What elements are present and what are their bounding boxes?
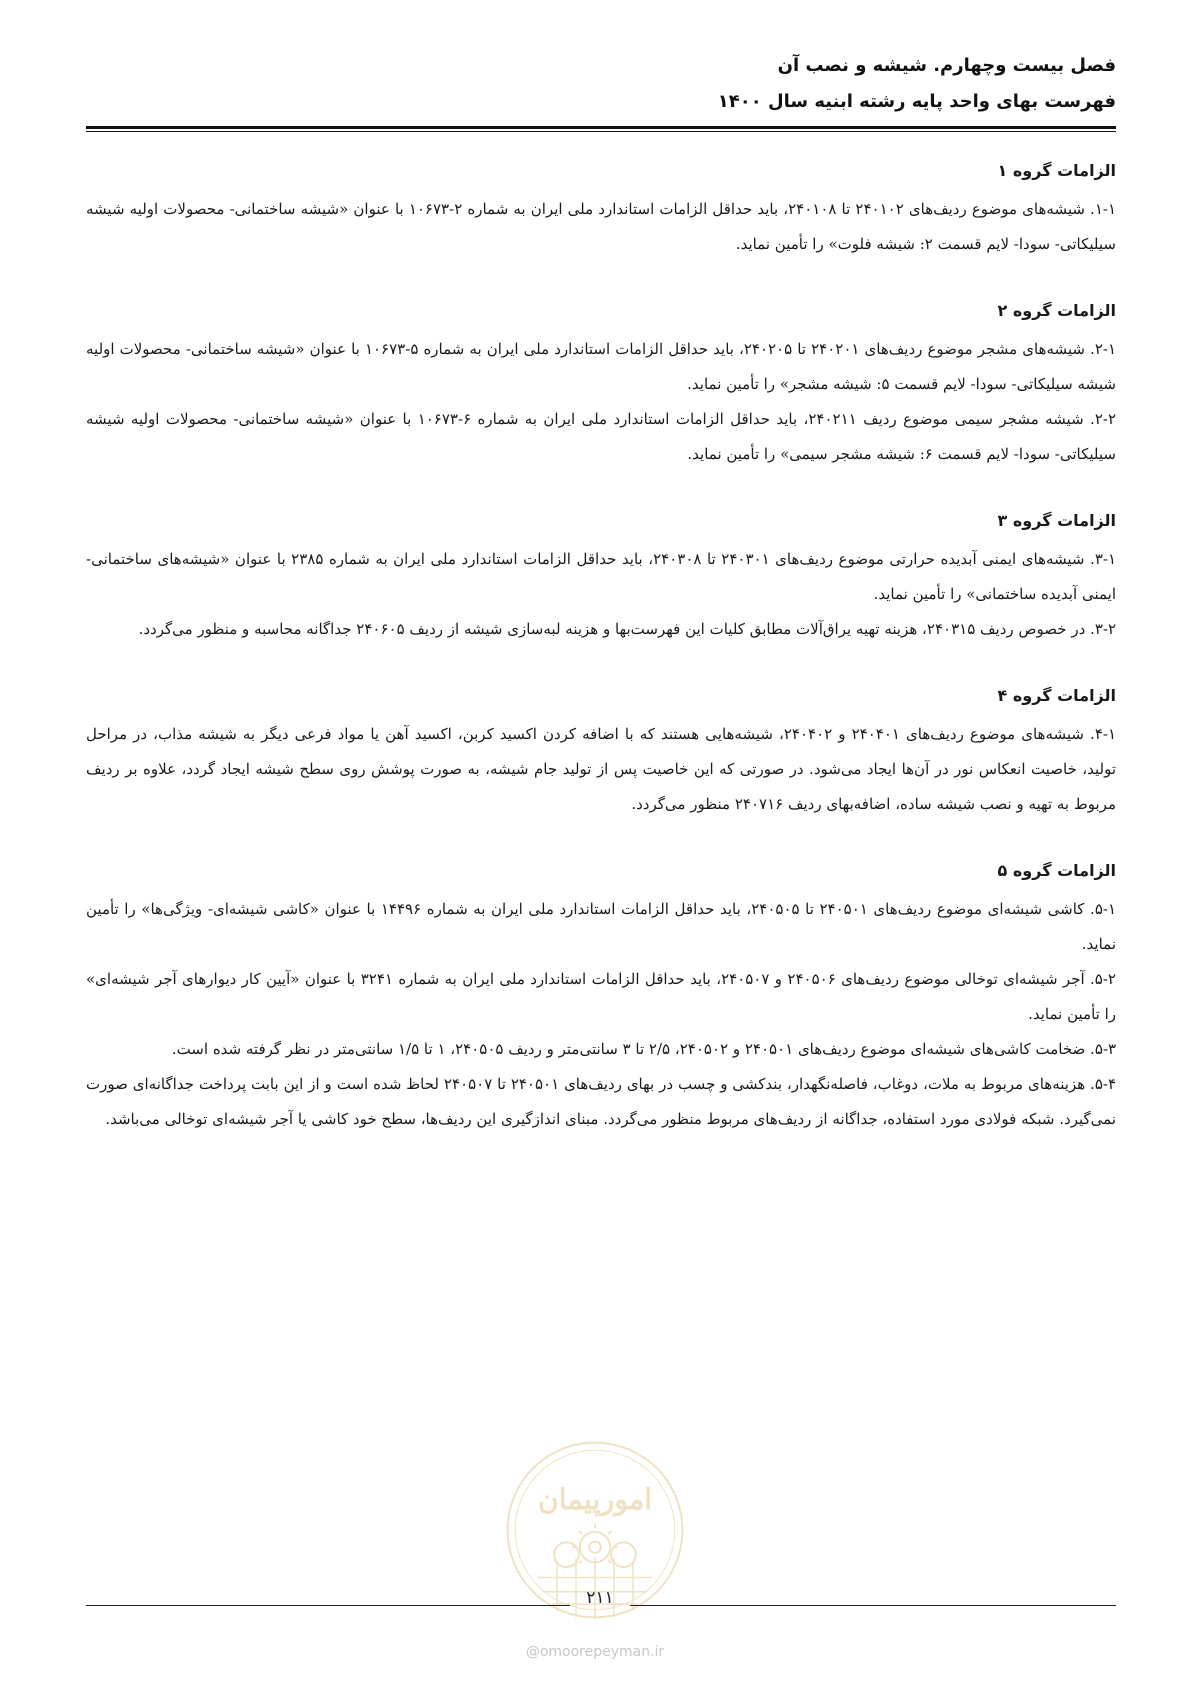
page-number: ۲۱۱	[586, 1588, 614, 1608]
group-title: الزامات گروه ۵	[997, 861, 1116, 880]
page-header	[86, 48, 1116, 120]
price-list-title: فهرست بهای واحد پایه رشته ابنیه سال ۱۴۰۰	[717, 91, 1116, 112]
header-rule-thick	[86, 126, 1116, 129]
document-body	[86, 156, 1116, 1137]
clause-paragraph: ۵-۲. آجر شیشه‌ای توخالی موضوع ردیف‌های ۲۴۰۵۰۶ و ۲۴۰۵۰۷، باید حداقل الزامات استاندارد ملی ایران به شماره ۳۲۴۱ با عنوان «آیین کار دیوارهای آجر شیشه‌ای» را تأمین نماید.	[86, 970, 1116, 1023]
clause-paragraph: ۲-۱. شیشه‌های مشجر موضوع ردیف‌های ۲۴۰۲۰۱ تا ۲۴۰۲۰۵، باید حداقل الزامات استاندارد ملی ایران به شماره ۵-۱۰۶۷۳ با عنوان «شیشه ساختمانی- محصولات اولیه شیشه سیلیکاتی- سودا- لایم قسمت ۵: شیشه مشجر» را تأمین نماید.	[86, 340, 1116, 393]
clause-paragraph: ۵-۱. کاشی شیشه‌ای موضوع ردیف‌های ۲۴۰۵۰۱ تا ۲۴۰۵۰۵، باید حداقل الزامات استاندارد ملی ایران به شماره ۱۴۴۹۶ با عنوان «کاشی شیشه‌ای- ویژگی‌ها» را تأمین نماید.	[86, 900, 1116, 953]
clause-paragraph: ۳-۱. شیشه‌های ایمنی آبدیده حرارتی موضوع ردیف‌های ۲۴۰۳۰۱ تا ۲۴۰۳۰۸، باید حداقل الزامات استاندارد ملی ایران به شماره ۲۳۸۵ با عنوان «شیشه‌های ساختمانی- ایمنی آبدیده ساختمانی» را تأمین نماید.	[86, 550, 1116, 603]
header-rule-thin	[86, 131, 1116, 132]
group-title: الزامات گروه ۱	[997, 161, 1116, 180]
clause-paragraph: ۵-۳. ضخامت کاشی‌های شیشه‌ای موضوع ردیف‌های ۲۴۰۵۰۱ و ۲۴۰۵۰۲، ۲/۵ تا ۳ سانتی‌متر و ردیف ۲۴۰۵۰۵، ۱ تا ۱/۵ سانتی‌متر در نظر گرفته شده است.	[171, 1040, 1116, 1058]
clause-paragraph: ۲-۲. شیشه مشجر سیمی موضوع ردیف ۲۴۰۲۱۱، باید حداقل الزامات استاندارد ملی ایران به شماره ۶-۱۰۶۷۳ با عنوان «شیشه ساختمانی- محصولات اولیه شیشه سیلیکاتی- سودا- لایم قسمت ۶: شیشه مشجر سیمی» را تأمین نماید.	[86, 410, 1116, 463]
clause-paragraph: ۴-۱. شیشه‌های موضوع ردیف‌های ۲۴۰۴۰۱ و ۲۴۰۴۰۲، شیشه‌هایی هستند که با اضافه کردن اکسید کربن، اکسید آهن یا مواد فرعی دیگر به شیشه مذاب، در مراحل تولید، خاصیت انعکاس نور در آن‌ها ایجاد می‌شود. در صورتی که این خاصیت پس از تولید جام شیشه، به صورت پوشش روی سطح شیشه ایجاد گردد، علاوه بر ردیف مربوط به تهیه و نصب شیشه ساده، اضافه‌بهای ردیف ۲۴۰۷۱۶ منظور می‌گردد.	[86, 725, 1116, 813]
requirements-group-3	[86, 506, 1116, 647]
watermark-logo-text: امورپیمان	[537, 1482, 653, 1517]
requirements-group-4	[86, 681, 1116, 822]
footer-rule-left	[86, 1605, 570, 1606]
clause-paragraph: ۱-۱. شیشه‌های موضوع ردیف‌های ۲۴۰۱۰۲ تا ۲۴۰۱۰۸، باید حداقل الزامات استاندارد ملی ایران به شماره ۲-۱۰۶۷۳ با عنوان «شیشه ساختمانی- محصولات اولیه شیشه سیلیکاتی- سودا- لایم قسمت ۲: شیشه فلوت» را تأمین نماید.	[86, 200, 1116, 253]
document-page	[86, 48, 1116, 1171]
requirements-group-1	[86, 156, 1116, 262]
clause-paragraph: ۳-۲. در خصوص ردیف ۲۴۰۳۱۵، هزینه تهیه یراق‌آلات مطابق کلیات این فهرست‌بها و هزینه لبه‌سازی شیشه از ردیف ۲۴۰۶۰۵ جداگانه محاسبه و منظور می‌گردد.	[138, 620, 1116, 638]
requirements-group-5	[86, 856, 1116, 1137]
website-watermark: @omoorepeyman.ir	[525, 1644, 665, 1660]
footer-rule-right	[630, 1605, 1116, 1606]
group-title: الزامات گروه ۳	[997, 511, 1116, 530]
chapter-title: فصل بیست وچهارم. شیشه و نصب آن	[777, 55, 1116, 76]
requirements-group-2	[86, 296, 1116, 472]
clause-paragraph: ۵-۴. هزینه‌های مربوط به ملات، دوغاب، فاصله‌نگهدار، بندکشی و چسب در بهای ردیف‌های ۲۴۰۵۰۱ تا ۲۴۰۵۰۷ لحاظ شده است و از این بابت پرداخت جداگانه‌ای صورت نمی‌گیرد. شبکه فولادی مورد استفاده، جداگانه از ردیف‌های مربوط منظور می‌گردد. مبنای اندازگیری این ردیف‌ها، سطح خود کاشی یا آجر شیشه‌ای توخالی می‌باشد.	[86, 1075, 1117, 1128]
group-title: الزامات گروه ۴	[997, 686, 1116, 705]
group-title: الزامات گروه ۲	[997, 301, 1116, 320]
